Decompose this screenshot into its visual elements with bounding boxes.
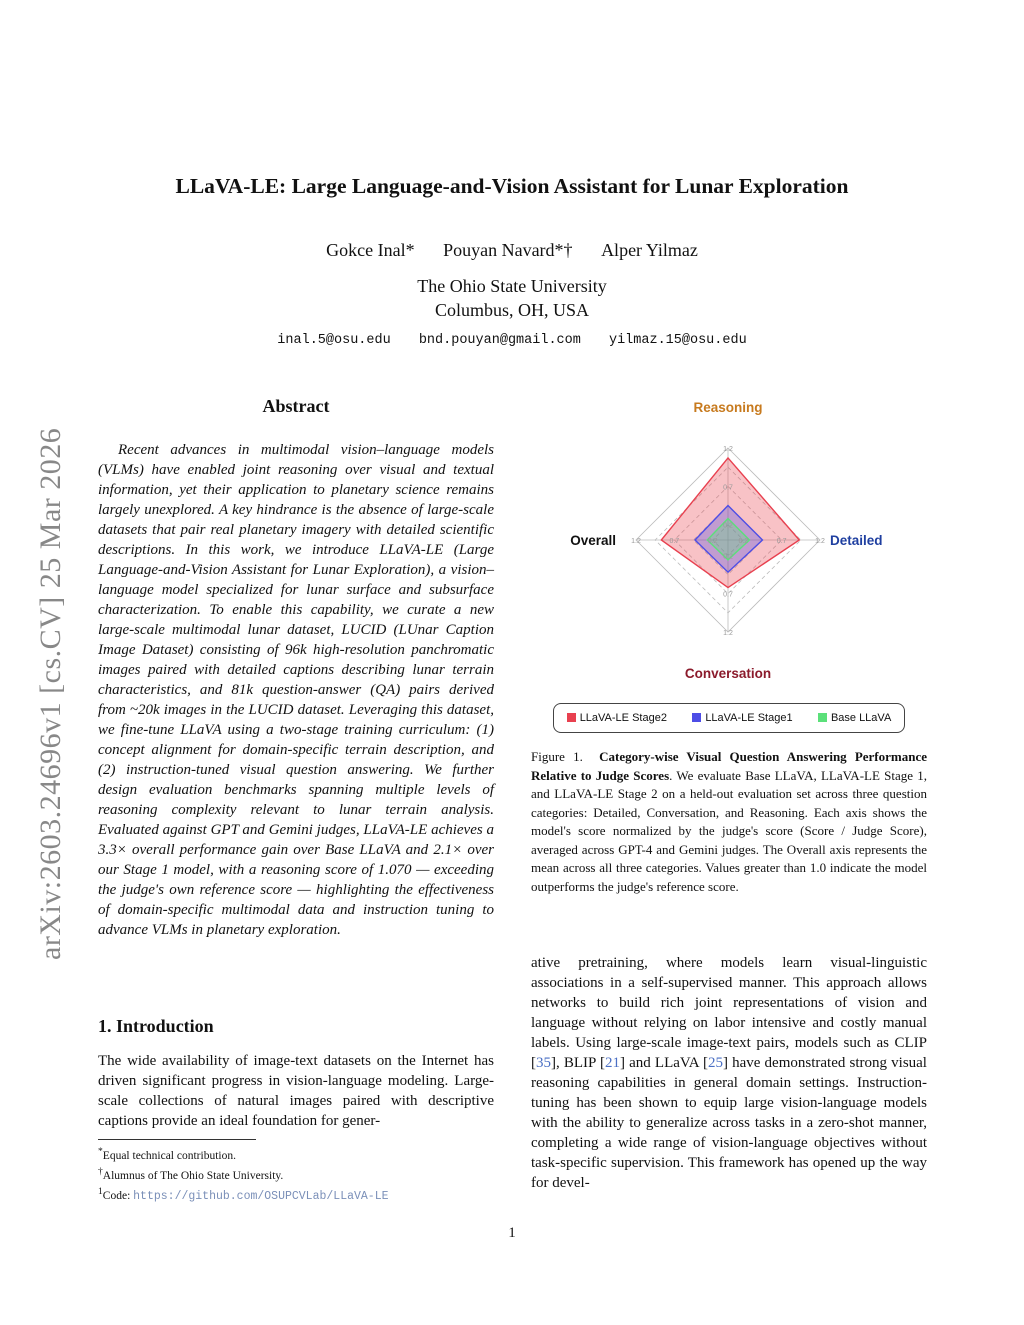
radar-tick-label: 0.7 [723, 484, 733, 492]
radar-axis-label-conversation: Conversation [684, 666, 772, 681]
abstract-heading: Abstract [262, 396, 330, 416]
radar-tick-label: 1.2 [723, 630, 733, 637]
footnote-alumnus: †Alumnus of The Ohio State University. [98, 1165, 284, 1182]
email-3[interactable]: yilmaz.15@osu.edu [608, 333, 747, 348]
figure-caption: Figure 1. Category-wise Visual Question Answering Performance Relative to Judge Scores. We evaluate Base LLaVA, LLaVA-LE Stage 1, and LLaVA-LE Stage 2 on a held-out evaluation set across three question categories: Detailed, Conversation, and Reasoning. Each axis shows the model's score normalized by the judge's score (Score / Judge Score), averaged across GPT-4 and Gemini judges. The Overall axis represents the mean across all three categories. Values greater than 1.0 indicate the model outperforms the judge's reference score. [531, 749, 928, 894]
arxiv-identifier: arXiv:2603.24696v1 [cs.CV] 25 Mar 2026 [34, 427, 67, 960]
author-3: Alper Yilmaz [601, 240, 698, 260]
radar-axis-label-detailed: Detailed [830, 533, 883, 548]
email-2[interactable]: bnd.pouyan@gmail.com [418, 333, 581, 348]
radar-tick-label: 0.7 [669, 538, 680, 545]
radar-tick-label: 0.2 [723, 522, 733, 530]
legend-swatch-stage1 [692, 713, 701, 722]
footnote-code: $^1$Code: https://github.com/OSUPCVLab/LLaVA-LE [98, 1185, 389, 1203]
email-list [0, 333, 1024, 348]
affiliation-location: Columbus, OH, USA [434, 300, 590, 320]
radar-tick-label: 0.2 [707, 538, 718, 545]
caption-body: We evaluate Base LLaVA, LLaVA-LE Stage 1, and LLaVA-LE Stage 2 on a held-out evaluation set across three question categories: Detailed, Conversation, and Reasoning. Each axis shows the model's score normalized by the judge's score (Score / Judge Score), averaged across GPT-4 and Gemini judges. The Overall axis represents the mean across all three categories. Values greater than 1.0 indicate the model outperforms the judge's reference score. [531, 767, 928, 894]
page-number: 1 [508, 1225, 516, 1241]
citation-blip[interactable]: 21 [604, 1055, 620, 1071]
citation-clip[interactable]: 35 [536, 1055, 551, 1071]
legend-swatch-base [818, 713, 827, 722]
legend-item-stage2: LLaVA-LE Stage2 [567, 712, 667, 724]
radar-tick-label: 1.2 [631, 538, 641, 545]
footnotes [98, 1144, 494, 1204]
code-link[interactable]: https://github.com/OSUPCVLab/LLaVA-LE [133, 1189, 389, 1203]
radar-figure [531, 392, 927, 742]
legend-item-stage1: LLaVA-LE Stage1 [692, 712, 792, 724]
radar-tick-label: 0.2 [738, 538, 749, 545]
citation-llava[interactable]: 25 [707, 1055, 723, 1071]
legend-swatch-stage2 [567, 713, 576, 722]
radar-tick-label: 0.2 [723, 553, 733, 561]
email-1[interactable]: inal.5@osu.edu [277, 333, 391, 348]
paper-title: LLaVA-LE: Large Language-and-Vision Assistant for Lunar Exploration [175, 174, 849, 198]
abstract-text: Recent advances in multimodal vision–language models (VLMs) have enabled joint reasoning over visual and textual information, yet their application to planetary science remains largely unexplored. A key hindrance is the absence of large-scale datasets that pair real planetary imagery with detailed scientific descriptions. In this work, we introduce LLaVA-LE (Large Language-and-Vision Assistant for Lunar Exploration), a vision–language model specialized for lunar surface and subsurface characterization. To enable this capability, we curate a new large-scale multimodal lunar dataset, LUCID (LUnar Caption Image Dataset) consisting of 96k high-resolution panchromatic images paired with detailed captions describing lunar terrain characteristics, and 81k question-answer (QA) pairs derived from ~20k images in the LUCID dataset. Leveraging this dataset, we fine-tune LLaVA using a two-stage training curriculum: (1) concept alignment for domain-specific terrain description, and (2) instruction-tuned visual question answering. We further design evaluation benchmarks spanning multiple levels of reasoning complexity relevant to lunar terrain analysis. Evaluated against GPT and Gemini judges, LLaVA-LE achieves a 3.3× overall performance gain over Base LLaVA and 2.1× over our Stage 1 model, with a reasoning score of 1.070 — exceeding the judge's own reference score — highlighting the effectiveness of domain-specific multimodal data and instruction tuning to advance VLMs in planetary exploration. [98, 442, 494, 938]
radar-chart [531, 392, 927, 702]
author-2: Pouyan Navard*† [443, 240, 573, 260]
affiliation [0, 274, 1024, 322]
author-1: Gokce Inal* [326, 240, 415, 260]
radar-tick-label: 0.7 [776, 538, 787, 545]
radar-tick-label: 0.7 [723, 591, 733, 599]
chart-legend [553, 703, 905, 733]
radar-axis-label-overall: Overall [570, 533, 616, 548]
radar-axis-label-reasoning: Reasoning [693, 400, 763, 415]
caption-title: Category-wise Visual Question Answering Performance Relative to Judge Scores [531, 749, 927, 783]
author-list [0, 240, 1024, 261]
radar-tick-label: 1.2 [723, 446, 733, 453]
radar-tick-label: 1.2 [815, 538, 825, 545]
caption-label: Figure 1. [531, 749, 583, 764]
footnote-rule [98, 1139, 256, 1140]
introduction-continued: ative pretraining, where models learn visual-linguistic associations in a self-supervised manner. This approach allows networks to build rich joint representations of vision and language without relying on labor intensive and costly manual labels. Using large-scale image-text pairs, models such as CLIP [35], BLIP [21] and LLaVA [25] have demonstrated strong visual reasoning capabilities in general domain settings. Instruction-tuning has been shown to equip large vision-language models with the ability to generalize across tasks in a zero-shot manner, completing a wide range of vision-language objectives without task-specific supervision. This framework has opened up the way for devel- [531, 955, 927, 1191]
introduction-text: The wide availability of image-text datasets on the Internet has driven significant progress in vision-language modeling. Large-scale collections of natural images paired with descriptive captions provide an ideal foundation for gener- [98, 1053, 494, 1129]
legend-item-base: Base LLaVA [818, 712, 891, 724]
footnote-equal-contribution: *Equal technical contribution. [98, 1146, 236, 1162]
affiliation-university: The Ohio State University [417, 276, 607, 296]
section-introduction-heading: 1. Introduction [98, 1016, 214, 1036]
